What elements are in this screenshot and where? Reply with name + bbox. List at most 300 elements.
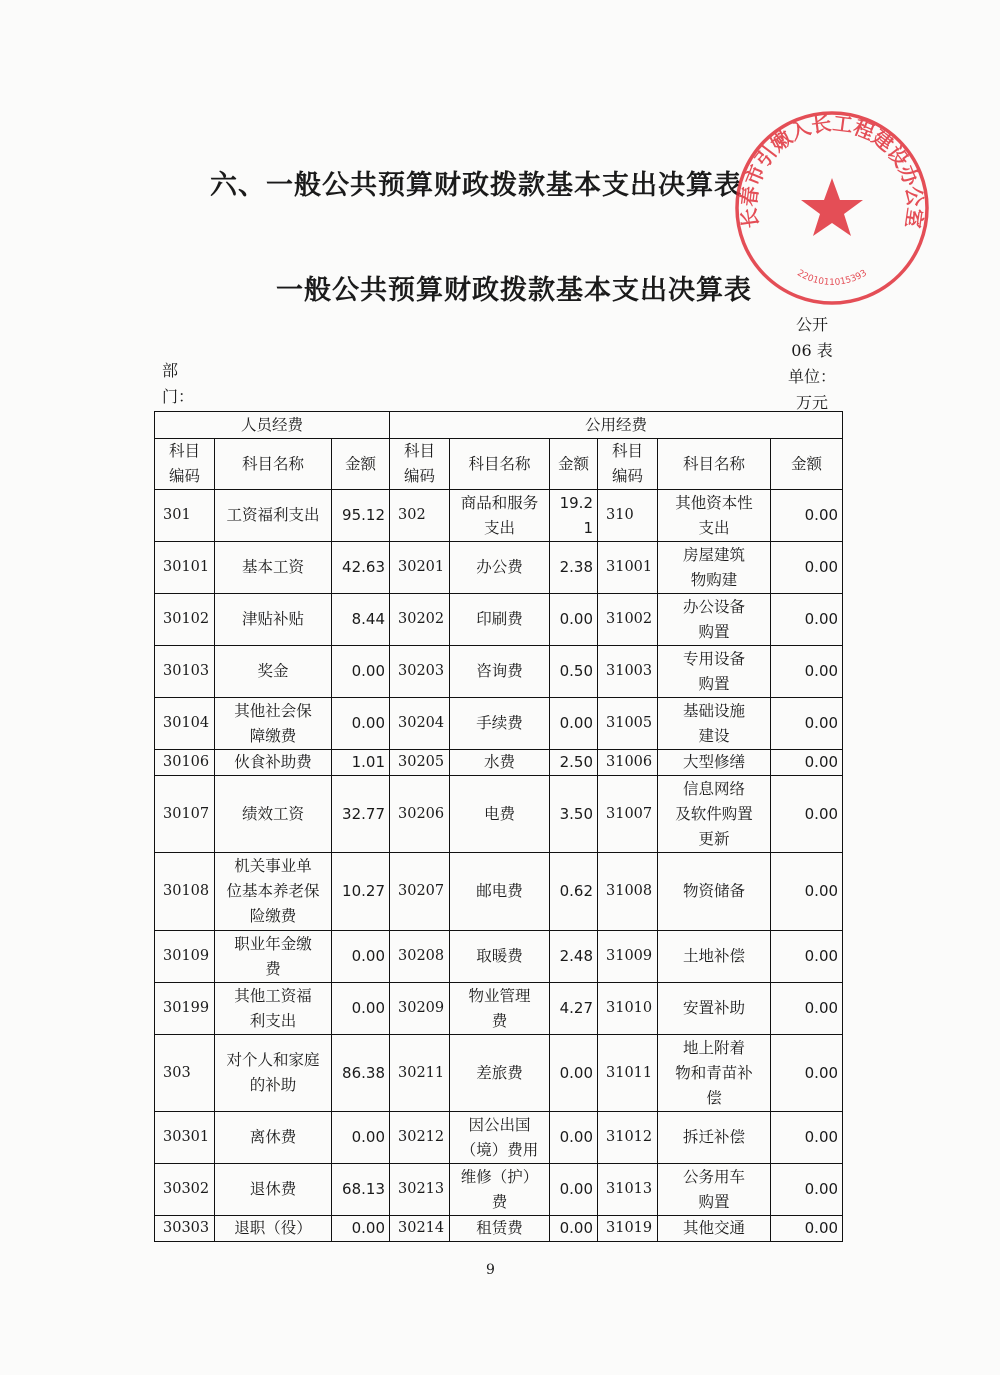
amount-cell xyxy=(550,1112,598,1164)
cell-line: 0.00 xyxy=(804,804,839,823)
amount-header xyxy=(332,439,390,490)
table-row xyxy=(155,1164,843,1216)
cell-line: 物和青苗补 xyxy=(675,1063,753,1082)
cell-line: 0.00 xyxy=(351,662,385,680)
cell-line: 绩效工资 xyxy=(241,804,304,823)
subject-code-cell xyxy=(155,1112,215,1164)
amount-cell xyxy=(332,931,390,983)
official-seal xyxy=(732,108,932,308)
cell-line: 30207 xyxy=(398,883,445,899)
subject-code-cell xyxy=(598,983,658,1035)
page-number: 9 xyxy=(486,1262,495,1278)
subject-name-cell xyxy=(450,983,550,1035)
cell-line: 0.00 xyxy=(351,999,385,1017)
subject-name-cell xyxy=(658,542,771,594)
table-row xyxy=(155,1216,843,1242)
cell-line: 310 xyxy=(606,507,634,523)
subject-code-cell xyxy=(390,542,450,594)
header-line: 编码 xyxy=(611,467,643,485)
cell-line: 公务用车 xyxy=(682,1167,745,1186)
cell-line: 0.00 xyxy=(351,1219,385,1237)
cell-line: 退职（役） xyxy=(234,1219,312,1237)
subject-name-cell xyxy=(450,931,550,983)
subject-code-cell xyxy=(598,1164,658,1216)
unit-label: 单位： xyxy=(788,367,837,386)
amount-cell xyxy=(771,594,843,646)
cell-line: 30205 xyxy=(398,754,445,770)
subject-name-cell xyxy=(658,853,771,931)
amount-cell xyxy=(771,698,843,750)
subject-name-cell xyxy=(215,1164,332,1216)
amount-cell xyxy=(771,750,843,776)
cell-line: 费 xyxy=(491,1011,508,1030)
cell-line: 拆迁补偿 xyxy=(682,1128,745,1146)
subject-name-cell xyxy=(215,594,332,646)
subject-name-cell xyxy=(658,750,771,776)
amount-cell xyxy=(332,1164,390,1216)
cell-line: 建设 xyxy=(698,726,730,745)
amount-cell xyxy=(332,698,390,750)
subject-code-cell xyxy=(390,853,450,931)
cell-line: 303 xyxy=(163,1064,191,1081)
cell-line: 地上附着 xyxy=(682,1038,745,1057)
cell-line: 基本工资 xyxy=(241,558,304,576)
amount-cell xyxy=(550,853,598,931)
cell-line: 2.50 xyxy=(559,753,593,771)
cell-line: 位基本养老保 xyxy=(226,882,320,900)
subject-code-cell xyxy=(155,776,215,853)
cell-line: 其他工资福 xyxy=(234,986,312,1005)
cell-line: 其他资本性 xyxy=(675,493,753,512)
cell-line: 2.48 xyxy=(559,947,593,965)
cell-line: 对个人和家庭 xyxy=(226,1051,320,1069)
cell-line: 30108 xyxy=(163,883,210,899)
subject-code-cell xyxy=(390,1112,450,1164)
expenditure-table xyxy=(154,411,843,1242)
cell-line: 0.00 xyxy=(559,1063,593,1082)
subject-code-cell xyxy=(155,931,215,983)
subject-name-cell xyxy=(658,1164,771,1216)
cell-line: 31010 xyxy=(606,1000,653,1016)
subject-name-cell xyxy=(450,776,550,853)
public-expense-group-header: 公用经费 xyxy=(390,412,843,439)
cell-line: 信息网络 xyxy=(682,779,745,798)
cell-line: 费 xyxy=(491,1192,508,1211)
amount-cell xyxy=(771,1035,843,1112)
cell-line: 安置补助 xyxy=(682,999,745,1017)
amount-cell xyxy=(771,1112,843,1164)
subject-code-cell xyxy=(390,750,450,776)
cell-line: 30212 xyxy=(398,1129,445,1145)
code-header xyxy=(598,439,658,490)
cell-line: 大型修缮 xyxy=(682,753,745,771)
subject-code-cell xyxy=(155,1216,215,1242)
subject-name-cell xyxy=(450,542,550,594)
subject-name-cell xyxy=(215,931,332,983)
amount-cell xyxy=(550,646,598,698)
name-header xyxy=(658,439,771,490)
amount-cell xyxy=(332,542,390,594)
cell-line: 其他社会保 xyxy=(234,701,312,720)
cell-line: 0.00 xyxy=(559,1128,593,1146)
cell-line: 偿 xyxy=(706,1088,722,1107)
cell-line: 31007 xyxy=(606,805,653,822)
subject-code-cell xyxy=(598,698,658,750)
cell-line: 30208 xyxy=(398,948,445,964)
name-header xyxy=(450,439,550,490)
seal-org-text: 长春市引嫩入长工程建设办公室 xyxy=(736,110,928,230)
subject-code-cell xyxy=(390,1164,450,1216)
cell-line: 购置 xyxy=(698,674,730,693)
cell-line: 租赁费 xyxy=(476,1219,523,1237)
cell-line: 退休费 xyxy=(249,1180,297,1198)
amount-cell xyxy=(550,594,598,646)
cell-line: 0.00 xyxy=(804,714,839,732)
cell-line: 3.50 xyxy=(559,804,593,823)
amount-cell xyxy=(332,750,390,776)
table-row xyxy=(155,490,843,542)
cell-line: 30301 xyxy=(163,1129,210,1145)
department-label-line2: 门： xyxy=(162,387,195,406)
cell-line: 4.27 xyxy=(559,999,593,1017)
subject-name-cell xyxy=(658,594,771,646)
cell-line: 邮电费 xyxy=(476,882,523,900)
amount-cell xyxy=(771,983,843,1035)
cell-line: 基础设施 xyxy=(682,701,745,720)
amount-cell xyxy=(550,1035,598,1112)
subject-name-cell xyxy=(450,1112,550,1164)
cell-line: 31003 xyxy=(606,663,653,679)
cell-line: 30102 xyxy=(163,611,210,627)
cell-line: 31013 xyxy=(606,1181,653,1197)
subject-code-cell xyxy=(155,1035,215,1112)
subject-name-cell xyxy=(450,698,550,750)
cell-line: 30109 xyxy=(163,948,210,964)
subject-code-cell xyxy=(598,750,658,776)
cell-line: 因公出国 xyxy=(468,1115,531,1134)
subject-code-cell xyxy=(155,594,215,646)
cell-line: 68.13 xyxy=(342,1180,385,1198)
table-row xyxy=(155,853,843,931)
form-number-line2: 06 表 xyxy=(791,341,833,360)
cell-line: 0.50 xyxy=(559,662,593,680)
subject-code-cell xyxy=(598,776,658,853)
cell-line: 购置 xyxy=(698,1192,730,1211)
cell-line: 0.00 xyxy=(804,558,839,576)
subject-name-cell xyxy=(215,646,332,698)
subject-name-cell xyxy=(215,983,332,1035)
cell-line: 物业管理 xyxy=(468,986,531,1005)
subject-code-cell xyxy=(390,776,450,853)
subject-name-cell xyxy=(215,490,332,542)
amount-cell xyxy=(332,1112,390,1164)
cell-line: 42.63 xyxy=(342,558,385,576)
cell-line: 利支出 xyxy=(249,1011,297,1030)
amount-cell xyxy=(550,931,598,983)
table-row xyxy=(155,983,843,1035)
cell-line: 0.00 xyxy=(351,1128,385,1146)
subject-code-cell xyxy=(155,1164,215,1216)
amount-cell xyxy=(332,983,390,1035)
subject-name-cell xyxy=(450,1216,550,1242)
subject-code-cell xyxy=(390,490,450,542)
subject-name-cell xyxy=(450,1164,550,1216)
cell-line: 印刷费 xyxy=(476,610,523,628)
cell-line: 其他交通 xyxy=(682,1219,745,1237)
table-body xyxy=(155,490,843,1242)
subject-name-cell xyxy=(658,698,771,750)
cell-line: 95.12 xyxy=(342,506,385,524)
subject-code-cell xyxy=(598,490,658,542)
department-label-line1: 部 xyxy=(162,361,179,380)
subject-name-cell xyxy=(658,1112,771,1164)
cell-line: 土地补偿 xyxy=(682,947,745,965)
amount-cell xyxy=(550,1164,598,1216)
name-header xyxy=(215,439,332,490)
cell-line: 30303 xyxy=(163,1220,210,1236)
table-title: 一般公共预算财政拨款基本支出决算表 xyxy=(276,275,752,306)
cell-line: 8.44 xyxy=(351,610,385,628)
cell-line: 津贴补贴 xyxy=(241,610,304,628)
cell-line: 机关事业单 xyxy=(234,857,312,875)
table-row xyxy=(155,750,843,776)
cell-line: 31001 xyxy=(606,559,653,575)
cell-line: 31002 xyxy=(606,611,653,627)
subject-name-cell xyxy=(215,776,332,853)
amount-cell xyxy=(550,490,598,542)
code-header xyxy=(390,439,450,490)
cell-line: 专用设备 xyxy=(682,649,745,668)
header-line: 科目 xyxy=(611,442,643,460)
cell-line: 0.00 xyxy=(559,714,593,732)
amount-cell xyxy=(771,490,843,542)
subject-code-cell xyxy=(598,594,658,646)
header-line: 科目名称 xyxy=(682,454,745,473)
cell-line: 物资储备 xyxy=(682,882,745,900)
amount-cell xyxy=(332,490,390,542)
amount-cell xyxy=(550,698,598,750)
cell-line: 支出 xyxy=(698,518,730,537)
subject-code-cell xyxy=(155,490,215,542)
header-line: 科目 xyxy=(403,442,435,460)
cell-line: 30302 xyxy=(163,1181,210,1197)
table-row xyxy=(155,1035,843,1112)
cell-line: 30101 xyxy=(163,559,210,575)
subject-code-cell xyxy=(598,542,658,594)
cell-line: 职业年金缴 xyxy=(234,934,312,953)
amount-cell xyxy=(550,776,598,853)
cell-line: 30209 xyxy=(398,1000,445,1016)
cell-line: 支出 xyxy=(483,518,515,537)
cell-line: 1.01 xyxy=(351,753,385,771)
cell-line: 30202 xyxy=(398,611,445,627)
cell-line: 0.00 xyxy=(804,947,839,965)
cell-line: 0.00 xyxy=(351,714,385,732)
amount-cell xyxy=(550,983,598,1035)
amount-cell xyxy=(771,931,843,983)
subject-code-cell xyxy=(155,646,215,698)
cell-line: 19.2 xyxy=(559,493,593,512)
cell-line: 31019 xyxy=(606,1220,653,1236)
subject-code-cell xyxy=(155,750,215,776)
cell-line: 30206 xyxy=(398,805,445,822)
subject-code-cell xyxy=(598,1216,658,1242)
subject-name-cell xyxy=(215,1112,332,1164)
cell-line: 奖金 xyxy=(257,662,289,680)
amount-cell xyxy=(771,646,843,698)
cell-line: 302 xyxy=(398,507,426,523)
cell-line: 31006 xyxy=(606,754,653,770)
header-line: 金额 xyxy=(557,454,589,473)
cell-line: 30204 xyxy=(398,715,445,731)
amount-cell xyxy=(332,646,390,698)
cell-line: 办公设备 xyxy=(682,597,745,616)
cell-line: 301 xyxy=(163,507,191,523)
subject-name-cell xyxy=(658,1035,771,1112)
subject-name-cell xyxy=(658,983,771,1035)
cell-line: 0.00 xyxy=(559,1180,593,1198)
amount-cell xyxy=(771,1164,843,1216)
cell-line: 0.00 xyxy=(559,610,593,628)
amount-cell xyxy=(332,776,390,853)
cell-line: 30211 xyxy=(398,1064,445,1081)
department-label xyxy=(162,358,195,410)
subject-name-cell xyxy=(215,542,332,594)
cell-line: 31011 xyxy=(606,1064,653,1081)
subject-name-cell xyxy=(658,776,771,853)
subject-code-cell xyxy=(155,542,215,594)
header-line: 科目名称 xyxy=(468,454,531,473)
subject-name-cell xyxy=(215,698,332,750)
subject-code-cell xyxy=(155,983,215,1035)
subject-name-cell xyxy=(658,490,771,542)
subject-name-cell xyxy=(215,1216,332,1242)
header-line: 金额 xyxy=(344,454,376,473)
cell-line: 30203 xyxy=(398,663,445,679)
cell-line: 1 xyxy=(583,518,593,537)
subject-code-cell xyxy=(390,983,450,1035)
cell-line: 更新 xyxy=(698,829,730,848)
cell-line: 32.77 xyxy=(342,804,385,823)
cell-line: 0.00 xyxy=(804,999,839,1017)
amount-cell xyxy=(550,542,598,594)
amount-cell xyxy=(550,1216,598,1242)
subject-name-cell xyxy=(658,931,771,983)
column-header-row xyxy=(155,439,843,490)
cell-line: （境）费用 xyxy=(460,1140,539,1159)
subject-name-cell xyxy=(215,1035,332,1112)
amount-cell xyxy=(332,1035,390,1112)
amount-cell xyxy=(771,1216,843,1242)
table-row xyxy=(155,594,843,646)
subject-code-cell xyxy=(390,1035,450,1112)
cell-line: 0.00 xyxy=(804,610,839,628)
table-row xyxy=(155,646,843,698)
cell-line: 10.27 xyxy=(342,882,385,900)
subject-name-cell xyxy=(658,646,771,698)
cell-line: 取暖费 xyxy=(476,947,523,965)
table-row xyxy=(155,542,843,594)
subject-code-cell xyxy=(390,931,450,983)
cell-line: 伙食补助费 xyxy=(234,753,312,771)
cell-line: 2.38 xyxy=(559,558,593,576)
subject-code-cell xyxy=(390,698,450,750)
cell-line: 费 xyxy=(265,959,281,978)
cell-line: 的补助 xyxy=(249,1076,297,1094)
cell-line: 0.00 xyxy=(804,506,839,524)
subject-name-cell xyxy=(450,490,550,542)
header-line: 编码 xyxy=(168,467,200,485)
amount-cell xyxy=(771,853,843,931)
cell-line: 办公费 xyxy=(476,558,523,576)
subject-code-cell xyxy=(598,1112,658,1164)
svg-text:2201011015393 xyxy=(795,268,869,288)
amount-cell xyxy=(771,542,843,594)
cell-line: 咨询费 xyxy=(476,662,523,680)
header-line: 科目 xyxy=(168,442,200,460)
cell-line: 31008 xyxy=(606,883,653,899)
cell-line: 手续费 xyxy=(476,714,523,732)
personnel-expense-group-header: 人员经费 xyxy=(155,412,390,439)
amount-cell xyxy=(771,776,843,853)
cell-line: 差旅费 xyxy=(476,1063,523,1082)
cell-line: 障缴费 xyxy=(249,726,297,745)
table-row xyxy=(155,931,843,983)
amount-cell xyxy=(332,853,390,931)
cell-line: 房屋建筑 xyxy=(682,545,745,564)
cell-line: 30201 xyxy=(398,559,445,575)
cell-line: 0.00 xyxy=(804,1063,839,1082)
cell-line: 物购建 xyxy=(690,570,738,589)
cell-line: 0.00 xyxy=(804,882,839,900)
subject-code-cell xyxy=(390,646,450,698)
cell-line: 30107 xyxy=(163,805,210,822)
cell-line: 电费 xyxy=(483,804,515,823)
cell-line: 购置 xyxy=(698,622,730,641)
cell-line: 30103 xyxy=(163,663,210,679)
cell-line: 31009 xyxy=(606,948,653,964)
seal-star-icon xyxy=(801,178,863,236)
cell-line: 30199 xyxy=(163,1000,210,1016)
amount-cell xyxy=(332,1216,390,1242)
amount-cell xyxy=(332,594,390,646)
cell-line: 0.62 xyxy=(559,882,593,900)
section-title: 六、一般公共预算财政拨款基本支出决算表 xyxy=(210,170,742,201)
subject-name-cell xyxy=(215,750,332,776)
cell-line: 离休费 xyxy=(249,1128,297,1146)
cell-line: 0.00 xyxy=(804,1128,839,1146)
header-line: 金额 xyxy=(791,454,823,473)
cell-line: 31005 xyxy=(606,715,653,731)
amount-cell xyxy=(550,750,598,776)
cell-line: 31012 xyxy=(606,1129,653,1145)
subject-name-cell xyxy=(450,1035,550,1112)
cell-line: 30213 xyxy=(398,1181,445,1197)
subject-name-cell xyxy=(450,594,550,646)
subject-code-cell xyxy=(598,646,658,698)
form-number-line1: 公开 xyxy=(795,315,828,334)
table-row xyxy=(155,698,843,750)
cell-line: 险缴费 xyxy=(249,907,297,925)
cell-line: 工资福利支出 xyxy=(226,506,320,524)
unit-value: 万元 xyxy=(795,393,828,412)
cell-line: 0.00 xyxy=(804,662,839,680)
subject-code-cell xyxy=(598,1035,658,1112)
cell-line: 30214 xyxy=(398,1220,445,1236)
code-header xyxy=(155,439,215,490)
cell-line: 0.00 xyxy=(804,753,839,771)
cell-line: 0.00 xyxy=(351,947,385,965)
